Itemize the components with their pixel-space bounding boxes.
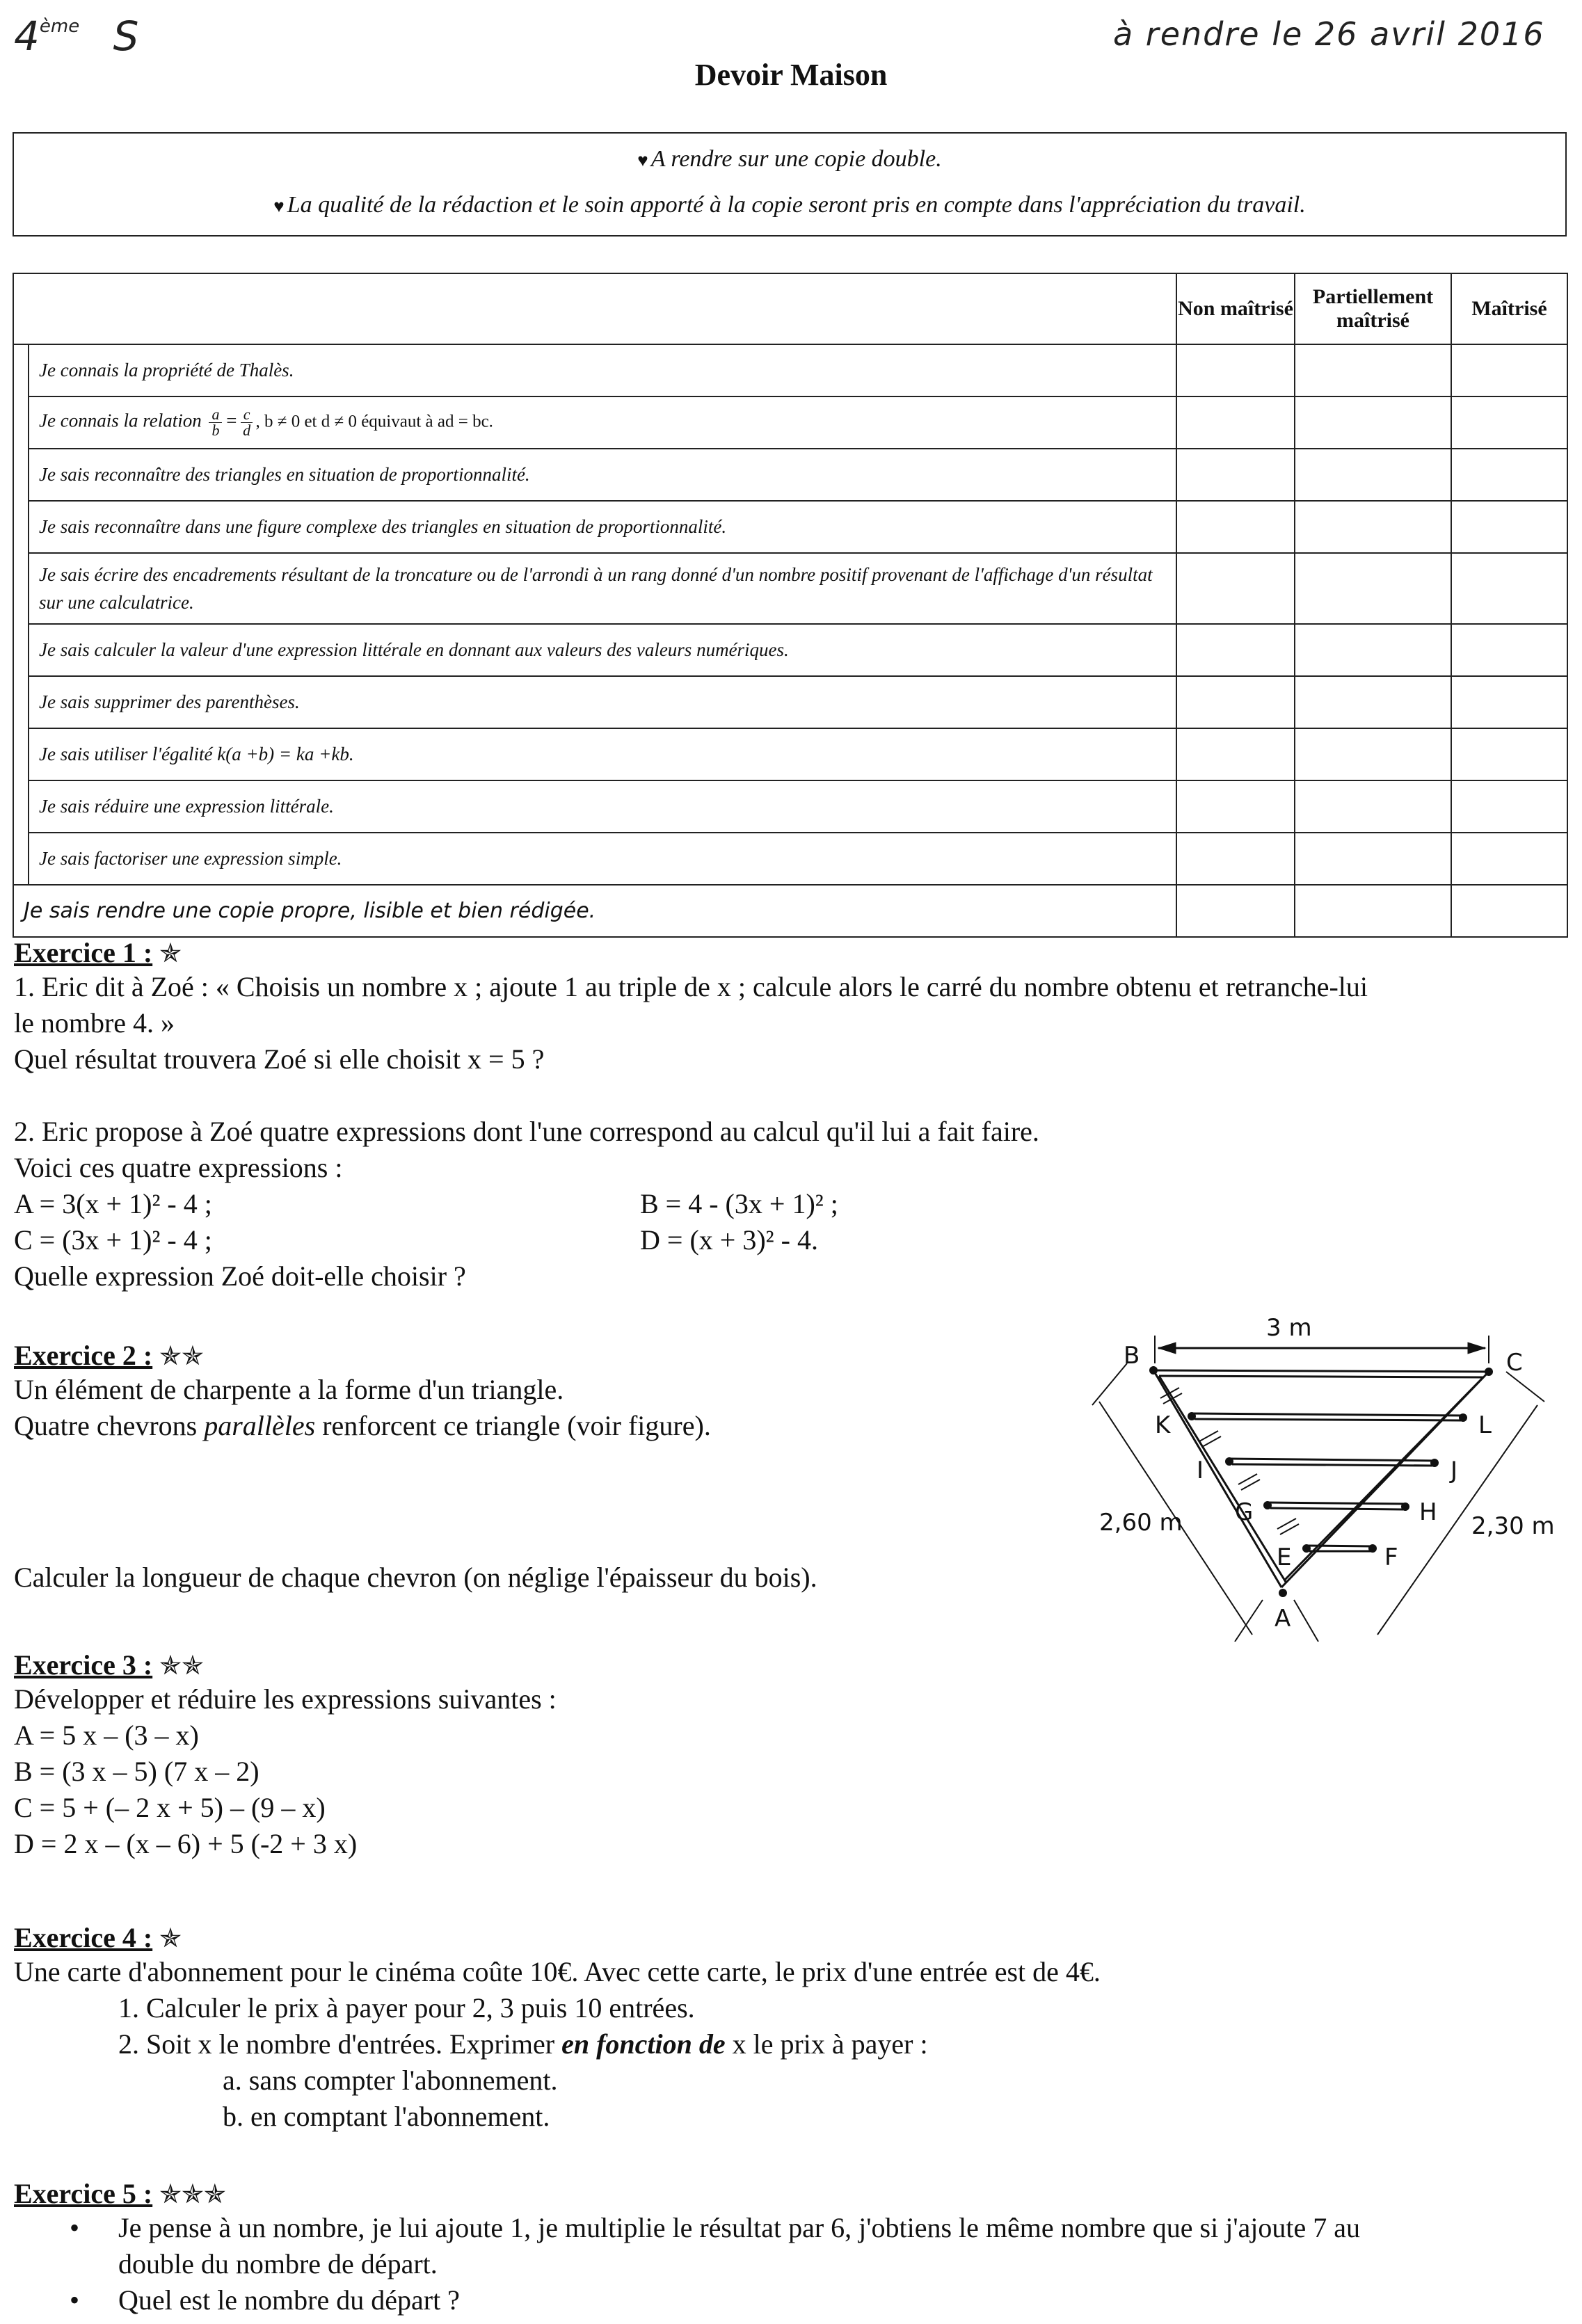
arrow-right-icon xyxy=(1468,1343,1485,1354)
competency-table xyxy=(13,273,1568,938)
table-row: Je sais reconnaître dans une figure complexe des triangles en situation de proportionnalité. xyxy=(13,501,1567,553)
exercise-title: Exercice 3 : xyxy=(14,1649,153,1681)
point-label: B xyxy=(1124,1342,1140,1370)
header-empty xyxy=(13,273,1176,344)
table-row-handwritten: Je sais rendre une copie propre, lisible et bien rédigée. xyxy=(13,885,1567,937)
table-row: Je sais utiliser l'égalité k(a +b) = ka +kb. xyxy=(13,728,1567,780)
point-label: I xyxy=(1197,1457,1204,1484)
heart-icon: ♥ xyxy=(637,150,648,170)
checkbox-cell[interactable] xyxy=(1176,780,1295,833)
arrow-left-icon xyxy=(1158,1343,1176,1354)
fraction-a-b: $\frac{a}{b}$ xyxy=(209,407,222,438)
exercise-5: Exercice 5 : ✯✯✯ • Je pense à un nombre, je lui ajoute 1, je multiplie le résultat par 6, j'obtiens le même nombre que si j'ajoute 7 au double du nombre de départ. • Quel est le nombre du départ ? xyxy=(14,2177,1572,2318)
bullet-icon: • xyxy=(70,2212,80,2243)
checkbox-cell[interactable] xyxy=(1451,344,1567,396)
truss-figure xyxy=(1085,1294,1572,1642)
due-date: à rendre le 26 avril 2016 xyxy=(1113,15,1545,53)
exercise-3: Exercice 3 : ✯✯ Développer et réduire les expressions suivantes : A = 5 x – (3 – x) B = (3 x – 5) (7 x – 2) C = 5 + (– 2 x + 5) – (9 – x) D = 2 x – (x – 6) + 5 (-2 + 3 x) xyxy=(14,1649,557,1862)
page-title: Devoir Maison xyxy=(694,58,888,92)
expression-b: B = 4 - (3x + 1)² ; xyxy=(640,1188,838,1219)
label-left-length: 2,60 m xyxy=(1099,1509,1183,1537)
instruction-line-2: ♥ La qualité de la rédaction et le soin apporté à la copie seront pris en compte dans l'appréciation du travail. xyxy=(273,192,1306,218)
rafter-gh xyxy=(1268,1502,1407,1504)
point-label: H xyxy=(1419,1498,1437,1526)
rafter-kl xyxy=(1192,1413,1464,1416)
table-row: Je sais écrire des encadrements résultant de la troncature ou de l'arrondi à un rang donné d'un nombre positif provenant de l'affichage d'un résultat sur une calculatrice. xyxy=(13,553,1567,624)
exercise-1: Exercice 1 : ✯ 1. Eric dit à Zoé : « Choisis un nombre x ; ajoute 1 au triple de x ; calcule alors le carré du nombre obtenu et retranche-lui le nombre 4. » Quel résultat trouvera Zoé si elle choisit x = 5 ? 2. Eric propose à Zoé quatre expressions dont l'une correspond au calcul qu'il lui a fait faire. Voici ces quatre expressions : A = 3(x + 1)² - 4 ; B = 4 - (3x + 1)² ; C = (3x + 1)² - 4 ; D = (x + 3)² - 4. Quelle expression Zoé doit-elle choisir ? xyxy=(14,937,1368,1292)
checkbox-cell[interactable] xyxy=(1176,885,1295,937)
bullet-icon: • xyxy=(70,2284,80,2316)
exercise-title: Exercice 4 : xyxy=(14,1922,153,1953)
checkbox-cell[interactable] xyxy=(1295,885,1451,937)
column-header: Partiellement maîtrisé xyxy=(1295,273,1451,344)
checkbox-cell[interactable] xyxy=(1295,396,1451,449)
star-icon: ✯✯ xyxy=(159,1651,204,1681)
checkbox-cell[interactable] xyxy=(1176,624,1295,676)
table-row: Je connais la propriété de Thalès. xyxy=(13,344,1567,396)
point-label: L xyxy=(1478,1411,1492,1439)
checkbox-cell[interactable] xyxy=(1295,833,1451,885)
checkbox-cell[interactable] xyxy=(1451,676,1567,728)
point-label: C xyxy=(1506,1349,1523,1377)
class-label: 4ème S xyxy=(14,13,139,60)
expression-c: C = 5 + (– 2 x + 5) – (9 – x) xyxy=(14,1792,326,1823)
checkbox-cell[interactable] xyxy=(1451,780,1567,833)
triangle-frame xyxy=(1153,1370,1489,1587)
checkbox-cell[interactable] xyxy=(1176,449,1295,501)
heart-icon: ♥ xyxy=(273,196,285,216)
exercise-title: Exercice 2 : xyxy=(14,1340,153,1371)
checkbox-cell[interactable] xyxy=(1451,624,1567,676)
expression-d: D = (x + 3)² - 4. xyxy=(640,1224,818,1256)
exercise-title: Exercice 5 : xyxy=(14,2178,153,2209)
checkbox-cell[interactable] xyxy=(1176,344,1295,396)
checkbox-cell[interactable] xyxy=(1451,553,1567,624)
checkbox-cell[interactable] xyxy=(1295,501,1451,553)
expression-a: A = 5 x – (3 – x) xyxy=(14,1720,199,1751)
star-icon: ✯ xyxy=(159,1924,182,1953)
checkbox-cell[interactable] xyxy=(1295,780,1451,833)
checkbox-cell[interactable] xyxy=(1451,833,1567,885)
exercise-4: Exercice 4 : ✯ Une carte d'abonnement pour le cinéma coûte 10€. Avec cette carte, le prix d'une entrée est de 4€. 1. Calculer le prix à payer pour 2, 3 puis 10 entrées. 2. Soit x le nombre d'entrées. Exprimer en fonction de x le prix à payer : a. sans compter l'abonnement. b. en comptant l'abonnement. xyxy=(14,1922,1101,2132)
table-header-row xyxy=(13,273,1567,344)
exercise-title: Exercice 1 : xyxy=(14,937,153,968)
checkbox-cell[interactable] xyxy=(1176,676,1295,728)
table-row: Je sais reconnaître des triangles en situation de proportionnalité. xyxy=(13,449,1567,501)
table-row: Je sais réduire une expression littérale. xyxy=(13,780,1567,833)
instruction-line-1: ♥ A rendre sur une copie double. xyxy=(637,146,942,172)
table-row: Je sais supprimer des parenthèses. xyxy=(13,676,1567,728)
column-header: Maîtrisé xyxy=(1451,273,1567,344)
checkbox-cell[interactable] xyxy=(1451,501,1567,553)
checkbox-cell[interactable] xyxy=(1295,449,1451,501)
column-header: Non maîtrisé xyxy=(1176,273,1295,344)
checkbox-cell[interactable] xyxy=(1295,344,1451,396)
star-icon: ✯✯ xyxy=(159,1342,204,1371)
checkbox-cell[interactable] xyxy=(1451,396,1567,449)
checkbox-cell[interactable] xyxy=(1176,501,1295,553)
fraction-c-d: $\frac{c}{d}$ xyxy=(241,407,253,438)
table-row: Je connais la relation $\frac{a}{b}$ = $\frac{c}{d}$ , b ≠ 0 et d ≠ 0 équivaut à ad = bc. xyxy=(13,396,1567,449)
checkbox-cell[interactable] xyxy=(1295,676,1451,728)
point-label: F xyxy=(1384,1544,1398,1571)
checkbox-cell[interactable] xyxy=(1295,728,1451,780)
instructions-box xyxy=(13,132,1567,237)
checkbox-cell[interactable] xyxy=(1295,553,1451,624)
expression-a: A = 3(x + 1)² - 4 ; xyxy=(14,1188,212,1219)
expression-b: B = (3 x – 5) (7 x – 2) xyxy=(14,1756,259,1787)
expression-d: D = 2 x – (x – 6) + 5 (-2 + 3 x) xyxy=(14,1828,358,1859)
label-top-length: 3 m xyxy=(1266,1314,1312,1342)
label-right-length: 2,30 m xyxy=(1471,1512,1555,1540)
checkbox-cell[interactable] xyxy=(1451,449,1567,501)
point-label: G xyxy=(1235,1498,1254,1526)
checkbox-cell[interactable] xyxy=(1295,624,1451,676)
star-icon: ✯✯✯ xyxy=(159,2180,226,2209)
point-label: K xyxy=(1155,1411,1171,1439)
expression-c: C = (3x + 1)² - 4 ; xyxy=(14,1224,212,1256)
checkbox-cell[interactable] xyxy=(1176,728,1295,780)
star-icon: ✯ xyxy=(159,939,182,968)
checkbox-cell[interactable] xyxy=(1451,728,1567,780)
checkbox-cell[interactable] xyxy=(1176,553,1295,624)
checkbox-cell[interactable] xyxy=(1451,885,1567,937)
checkbox-cell[interactable] xyxy=(1176,833,1295,885)
point-label: J xyxy=(1451,1457,1458,1484)
rafters xyxy=(1192,1413,1464,1551)
exercise-2: Exercice 2 : ✯✯ Un élément de charpente a la forme d'un triangle. Quatre chevrons parallèles renforcent ce triangle (voir figure). Calculer la longueur de chaque chevron (on néglige l'épaisseur du bois). xyxy=(14,1340,817,1593)
table-row: Je sais factoriser une expression simple. xyxy=(13,833,1567,885)
checkbox-cell[interactable] xyxy=(1176,396,1295,449)
point-label: E xyxy=(1277,1544,1292,1571)
table-row: Je sais calculer la valeur d'une expression littérale en donnant aux valeurs des valeurs numériques. xyxy=(13,624,1567,676)
point-label: A xyxy=(1275,1605,1291,1633)
